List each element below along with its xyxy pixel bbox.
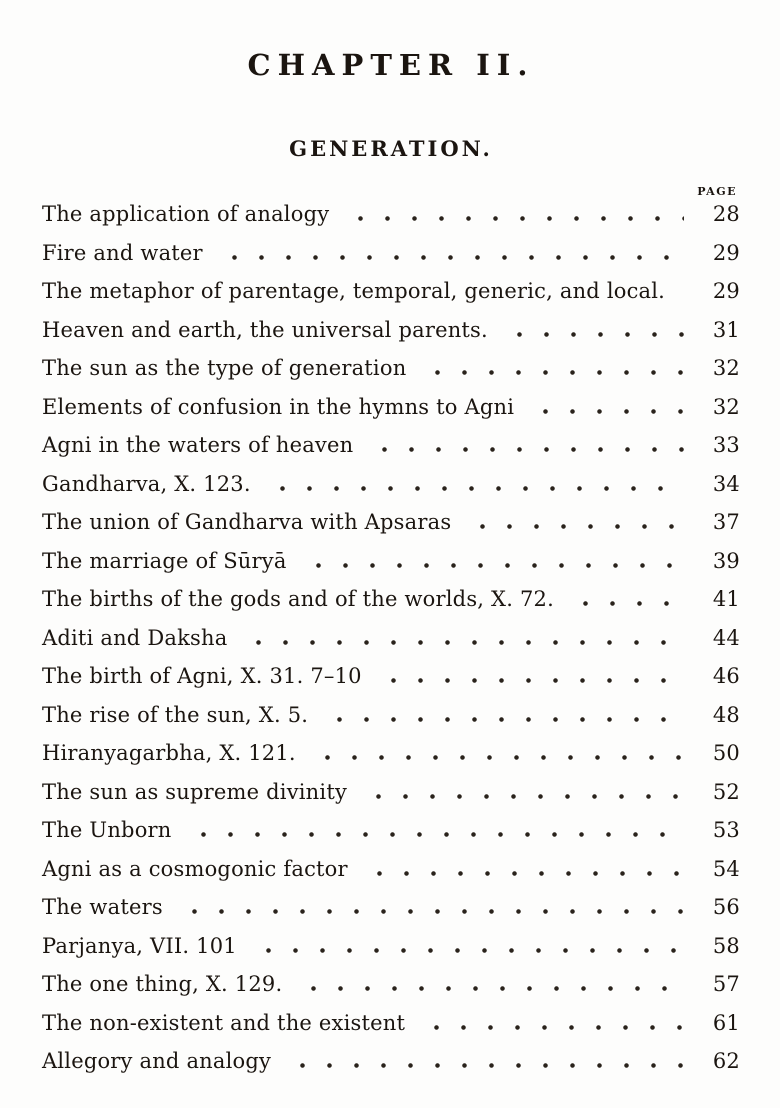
toc-entry-title: The union of Gandharva with Apsaras xyxy=(42,510,452,534)
leader-dots xyxy=(322,717,684,722)
toc-entry-title: Aditi and Daksha xyxy=(42,625,228,650)
leader-dots xyxy=(679,293,684,298)
toc-entry xyxy=(42,356,740,395)
toc-entry xyxy=(42,318,740,357)
leader-dots xyxy=(420,370,684,375)
toc-entry-title: Fire and water xyxy=(42,240,203,265)
toc-entry xyxy=(42,741,740,780)
toc-entry-page: 56 xyxy=(712,895,740,919)
toc-entry xyxy=(42,510,740,549)
toc-entry-page: 54 xyxy=(712,856,740,881)
leader-dots xyxy=(217,255,684,260)
toc-entry-page: 31 xyxy=(712,317,740,342)
leader-dots xyxy=(241,640,684,645)
chapter-title: CHAPTER II. xyxy=(247,48,535,82)
toc-entry xyxy=(42,279,740,318)
toc-entry xyxy=(42,202,740,241)
toc-entry-title: The metaphor of parentage, temporal, generic, and local. xyxy=(42,279,666,303)
toc-entry-title: The sun as supreme divinity xyxy=(42,779,348,804)
toc-entry-page: 52 xyxy=(712,779,740,804)
leader-dots xyxy=(177,909,684,914)
leader-dots xyxy=(310,755,684,760)
leader-dots xyxy=(251,948,684,953)
toc-entry-page: 41 xyxy=(712,587,740,611)
toc-entry xyxy=(42,395,740,434)
toc-entry-page: 62 xyxy=(712,1049,740,1073)
toc-entry-page: 32 xyxy=(712,356,740,380)
toc-entry-title: The one thing, X. 129. xyxy=(42,972,283,996)
toc-entry xyxy=(42,972,740,1011)
toc-entry-title: The births of the gods and of the worlds, X. 72. xyxy=(42,587,554,611)
toc-entry-page: 33 xyxy=(712,433,740,457)
leader-dots xyxy=(568,601,684,606)
toc-entry-page: 58 xyxy=(712,933,740,958)
leader-dots xyxy=(186,832,684,837)
leader-dots xyxy=(419,1025,684,1030)
leader-dots xyxy=(367,447,684,452)
leader-dots xyxy=(296,986,684,991)
toc-entry xyxy=(42,664,740,703)
toc-entry-title: Agni as a cosmogonic factor xyxy=(42,856,348,881)
toc-entry-title: Elements of confusion in the hymns to Agni xyxy=(42,394,515,419)
toc-entry-title: The rise of the sun, X. 5. xyxy=(42,702,309,727)
toc-entry-title: The marriage of Sūryā xyxy=(42,548,287,573)
toc-entry-page: 32 xyxy=(712,394,740,419)
toc-entry-page: 46 xyxy=(712,664,740,688)
toc-entry-page: 48 xyxy=(712,702,740,727)
toc-entry xyxy=(42,433,740,472)
toc-entry-title: Hiranyagarbha, X. 121. xyxy=(42,741,296,765)
toc-entry xyxy=(42,895,740,934)
toc-entry-title: Gandharva, X. 123. xyxy=(42,471,251,496)
toc-entry-title: Allegory and analogy xyxy=(42,1049,272,1073)
toc-entry-title: Heaven and earth, the universal parents. xyxy=(42,317,488,342)
toc-entry xyxy=(42,703,740,742)
toc-entry-page: 57 xyxy=(712,972,740,996)
leader-dots xyxy=(285,1063,684,1068)
toc-entry-title: The non-existent and the existent xyxy=(42,1010,406,1035)
leader-dots xyxy=(465,524,684,529)
toc-entry-page: 44 xyxy=(712,625,740,650)
toc-entry xyxy=(42,472,740,511)
leader-dots xyxy=(361,794,684,799)
toc-list xyxy=(42,202,740,1088)
toc-entry xyxy=(42,818,740,857)
section-title: GENERATION. xyxy=(289,136,493,161)
toc-entry-page: 53 xyxy=(712,818,740,842)
toc-entry-page: 39 xyxy=(712,548,740,573)
toc-entry-page: 50 xyxy=(712,741,740,765)
toc-entry-page: 29 xyxy=(712,240,740,265)
toc-entry-page: 28 xyxy=(712,202,740,226)
toc-entry-title: The birth of Agni, X. 31. 7–10 xyxy=(42,664,362,688)
leader-dots xyxy=(343,216,684,221)
toc-entry xyxy=(42,1049,740,1088)
toc-entry-page: 37 xyxy=(712,510,740,534)
toc-entry xyxy=(42,241,740,280)
toc-entry-title: Agni in the waters of heaven xyxy=(42,433,354,457)
leader-dots xyxy=(362,871,684,876)
toc-entry-title: The waters xyxy=(42,895,163,919)
toc-entry-page: 29 xyxy=(712,279,740,303)
toc-entry-page: 61 xyxy=(712,1010,740,1035)
toc-entry xyxy=(42,857,740,896)
leader-dots xyxy=(301,563,684,568)
toc-entry xyxy=(42,780,740,819)
leader-dots xyxy=(502,332,684,337)
toc-entry-title: The sun as the type of generation xyxy=(42,356,407,380)
toc-entry-title: The Unborn xyxy=(42,818,172,842)
toc-entry xyxy=(42,1011,740,1050)
page-column-header: PAGE xyxy=(697,185,737,198)
toc-entry xyxy=(42,549,740,588)
leader-dots xyxy=(376,678,684,683)
toc-entry xyxy=(42,587,740,626)
toc-entry-page: 34 xyxy=(712,471,740,496)
toc-entry-title: Parjanya, VII. 101 xyxy=(42,933,237,958)
leader-dots xyxy=(265,486,684,491)
toc-entry-title: The application of analogy xyxy=(42,202,330,226)
toc-entry xyxy=(42,626,740,665)
toc-entry xyxy=(42,934,740,973)
leader-dots xyxy=(528,409,684,414)
